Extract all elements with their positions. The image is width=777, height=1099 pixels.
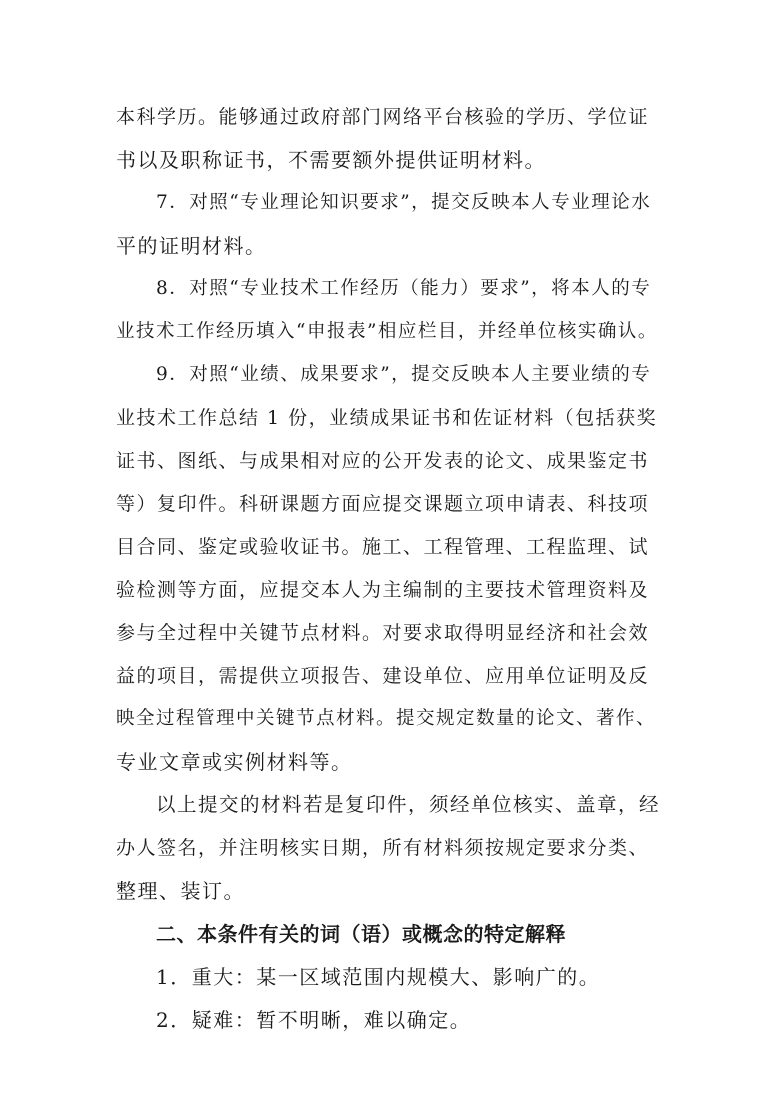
body-text-line: 平的证明材料。 (116, 234, 267, 258)
body-text-line: 本科学历。能够通过政府部门网络平台核验的学历、学位证 (116, 106, 650, 128)
body-text-line: 业技术工作经历填入“申报表”相应栏目，并经单位核实确认。 (116, 321, 658, 342)
section-heading: 二、本条件有关的词（语）或概念的特定解释 (156, 922, 566, 946)
body-text-line: 整理、装订。 (116, 879, 245, 903)
body-text-line: 目合同、鉴定或验收证书。施工、工程管理、工程监理、试 (116, 536, 650, 558)
body-text-line: 映全过程管理中关键节点材料。提交规定数量的论文、著作、 (116, 708, 657, 729)
item-7-line: 7．对照“专业理论知识要求”，提交反映本人专业理论水 (156, 192, 652, 213)
body-text-line: 业技术工作总结 1 份，业绩成果证书和佐证材料（包括获奖 (116, 407, 658, 429)
definition-item-1: 1．重大：某一区域范围内规模大、影响广的。 (156, 965, 601, 989)
item-9-line: 9．对照“业绩、成果要求”，提交反映本人主要业绩的专 (156, 364, 652, 385)
body-text-line: 证书、图纸、与成果相对应的公开发表的论文、成果鉴定书 (116, 450, 650, 472)
body-text-line: 等）复印件。科研课题方面应提交课题立项申请表、科技项 (116, 493, 650, 515)
paragraph-start-line: 以上提交的材料若是复印件，须经单位核实、盖章，经 (156, 793, 661, 816)
body-text-line: 书以及职称证书，不需要额外提供证明材料。 (116, 148, 546, 172)
body-text-line: 参与全过程中关键节点材料。对要求取得明显经济和社会效 (116, 622, 650, 644)
item-8-line: 8．对照“专业技术工作经历（能力）要求”，将本人的专 (156, 278, 652, 299)
body-text-line: 验检测等方面，应提交本人为主编制的主要技术管理资料及 (116, 579, 650, 601)
body-text-line: 专业文章或实例材料等。 (116, 750, 353, 774)
definition-item-2: 2．疑难：暂不明晰，难以确定。 (156, 1008, 472, 1032)
body-text-line: 益的项目，需提供立项报告、建设单位、应用单位证明及反 (116, 665, 650, 687)
body-text-line: 办人签名，并注明核实日期，所有材料须按规定要求分类、 (116, 837, 650, 859)
